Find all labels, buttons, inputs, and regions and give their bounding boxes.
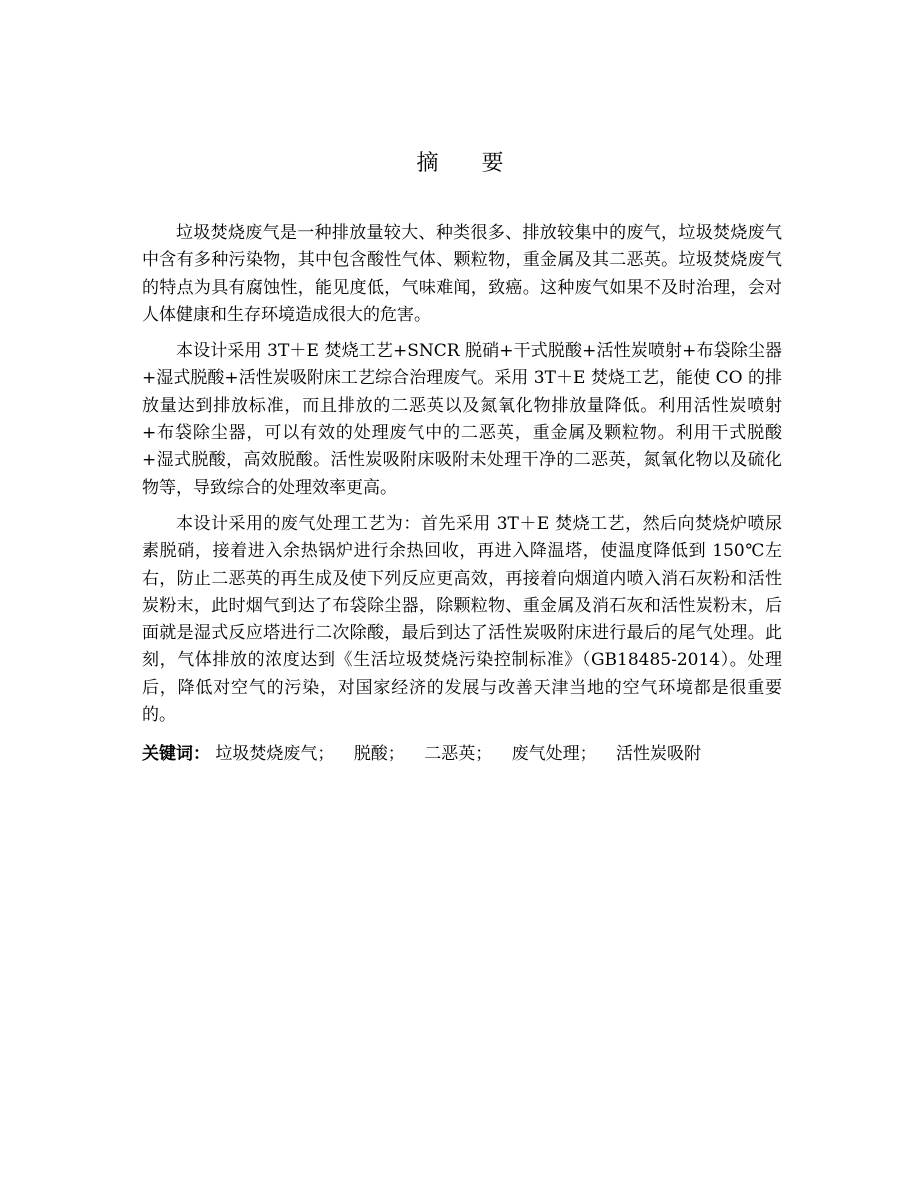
keywords-line (142, 741, 782, 768)
abstract-title: 摘 要 (416, 151, 522, 176)
keywords-label: 关键词： (142, 744, 210, 765)
keyword-item: 活性炭吸附 (616, 744, 702, 765)
abstract-body (142, 220, 782, 768)
abstract-paragraph-3: 本设计采用的废气处理工艺为：首先采用 3T＋E 焚烧工艺，然后向焚烧炉喷尿素脱硝，接着进入余热锅炉进行余热回收，再进入降温塔，使温度降低到 150℃左右，防止二恶英的再生成及使下列反应更高效，再接着向烟道内喷入消石灰粉和活性炭粉末，此时烟气到达了布袋除尘器，除颗粒物、重金属及消石灰和活性炭粉末，后面就是湿式反应塔进行二次除酸，最后到达了活性炭吸附床进行最后的尾气处理。此刻，气体排放的浓度达到《生活垃圾焚烧污染控制标准》（GB18485-2014）。处理后，降低对空气的污染，对国家经济的发展与改善天津当地的空气环境都是很重要的。 (142, 513, 782, 726)
keyword-item: 垃圾焚烧废气； (215, 744, 335, 765)
abstract-paragraph-1: 垃圾焚烧废气是一种排放量较大、种类很多、排放较集中的废气，垃圾焚烧废气中含有多种污染物，其中包含酸性气体、颗粒物，重金属及其二恶英。垃圾焚烧废气的特点为具有腐蚀性，能见度低，气味难闻，致癌。这种废气如果不及时治理，会对人体健康和生存环境造成很大的危害。 (142, 223, 782, 325)
abstract-paragraph-2: 本设计采用 3T＋E 焚烧工艺+SNCR 脱硝+干式脱酸+活性炭喷射+布袋除尘器+湿式脱酸+活性炭吸附床工艺综合治理废气。采用 3T＋E 焚烧工艺，能使 CO 的排放量达到排放标准，而且排放的二恶英以及氮氧化物排放量降低。利用活性炭喷射+布袋除尘器，可以有效的处理废气中的二恶英，重金属及颗粒物。利用干式脱酸+湿式脱酸，高效脱酸。活性炭吸附床吸附未处理干净的二恶英，氮氧化物以及硫化物等，导致综合的处理效率更高。 (142, 341, 782, 498)
keyword-item: 脱酸； (353, 744, 405, 765)
keyword-item: 废气处理； (511, 744, 597, 765)
keyword-item: 二恶英； (424, 744, 493, 765)
